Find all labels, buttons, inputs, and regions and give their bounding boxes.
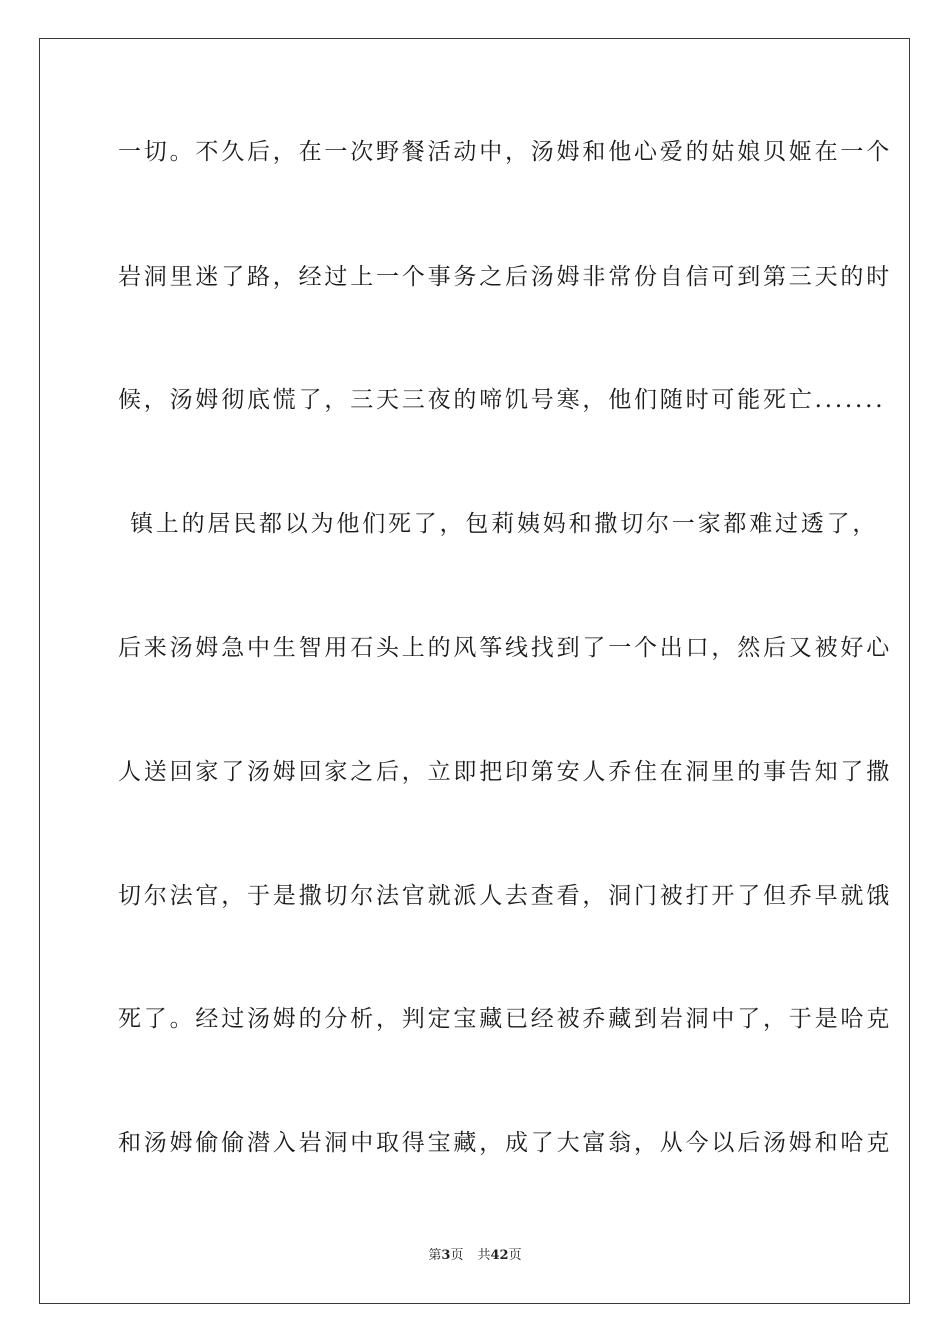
body-text-line-7: 切尔法官，于是撒切尔法官就派人去查看，洞门被打开了但乔早就饿 [118, 883, 892, 909]
page-number: 3 [441, 1248, 451, 1263]
body-text-line-2: 岩洞里迷了路，经过上一个事务之后汤姆非常份自信可到第三天的时 [118, 264, 892, 290]
body-text-line-1: 一切。不久后，在一次野餐活动中，汤姆和他心爱的姑娘贝姬在一个 [118, 139, 892, 165]
body-text-line-4: 镇上的居民都以为他们死了，包莉姨妈和撒切尔一家都难过透了， [130, 511, 879, 537]
page-prefix: 第 [428, 1248, 442, 1263]
page-footer [0, 1247, 950, 1265]
body-text-line-6: 人送回家了汤姆回家之后，立即把印第安人乔住在洞里的事告知了撒 [118, 759, 892, 785]
body-text-line-9: 和汤姆偷偷潜入岩洞中取得宝藏，成了大富翁，从今以后汤姆和哈克 [118, 1130, 892, 1156]
total-prefix: 共 [477, 1248, 491, 1263]
total-pages: 42 [490, 1248, 509, 1263]
page-border [39, 38, 910, 1304]
page-suffix: 页 [450, 1248, 464, 1263]
body-text-line-8: 死了。经过汤姆的分析，判定宝藏已经被乔藏到岩洞中了，于是哈克 [118, 1006, 892, 1032]
body-text-line-5: 后来汤姆急中生智用石头上的风筝线找到了一个出口，然后又被好心 [118, 635, 892, 661]
total-suffix: 页 [508, 1248, 522, 1263]
body-text-line-3: 候，汤姆彻底慌了，三天三夜的啼饥号寒，他们随时可能死亡....... [118, 387, 886, 413]
